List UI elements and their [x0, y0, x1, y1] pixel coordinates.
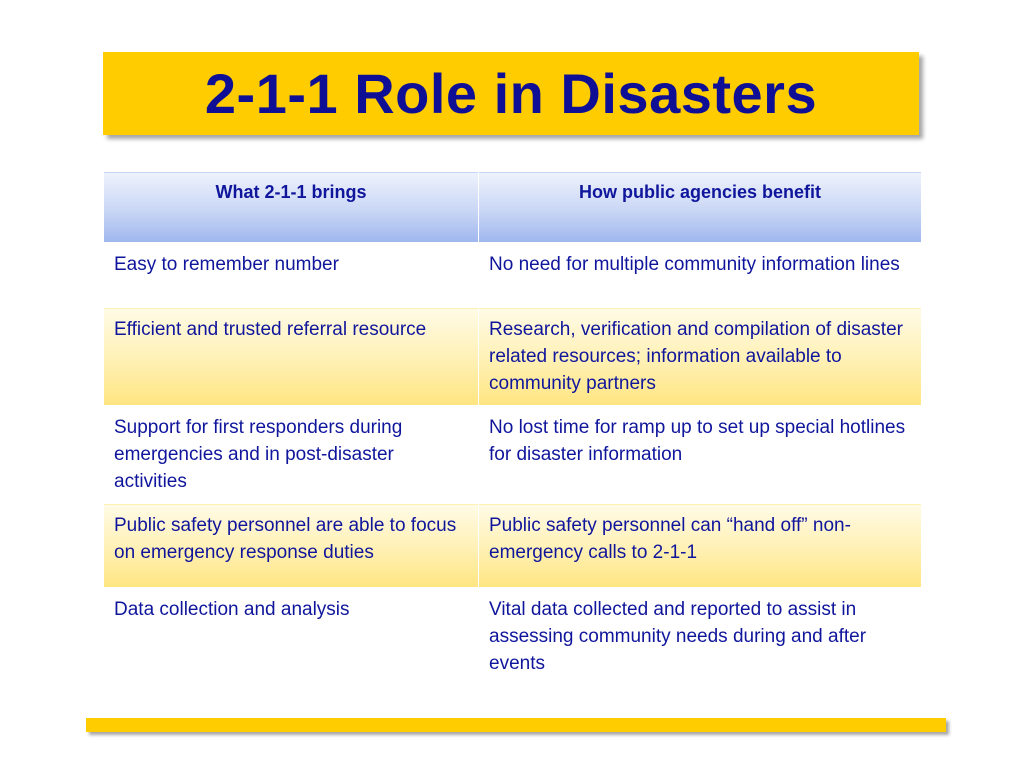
bottom-accent-bar [86, 718, 946, 732]
table-cell: No lost time for ramp up to set up special hotlines for disaster information [479, 406, 922, 504]
table-cell: No need for multiple community information lines [479, 243, 922, 308]
table-row [104, 504, 922, 588]
table-cell: Support for first responders during emergencies and in post-disaster activities [104, 406, 479, 504]
table-cell: Efficient and trusted referral resource [104, 308, 479, 406]
header-how-agencies-benefit: How public agencies benefit [479, 172, 922, 243]
table-row [104, 308, 922, 406]
slide-title: 2-1-1 Role in Disasters [204, 62, 818, 125]
title-banner [103, 52, 919, 135]
roles-table [103, 171, 922, 686]
table-cell: Data collection and analysis [104, 588, 479, 686]
table-cell: Public safety personnel can “hand off” non-emergency calls to 2-1-1 [479, 504, 922, 588]
table-cell: Vital data collected and reported to assist in assessing community needs during and after events [479, 588, 922, 686]
header-what-211-brings: What 2-1-1 brings [104, 172, 479, 243]
table-header-row [104, 172, 922, 243]
table-row [104, 406, 922, 504]
table-cell: Research, verification and compilation of disaster related resources; information available to community partners [479, 308, 922, 406]
table-row [104, 243, 922, 308]
table-row [104, 588, 922, 686]
table-cell: Easy to remember number [104, 243, 479, 308]
table-cell: Public safety personnel are able to focus on emergency response duties [104, 504, 479, 588]
